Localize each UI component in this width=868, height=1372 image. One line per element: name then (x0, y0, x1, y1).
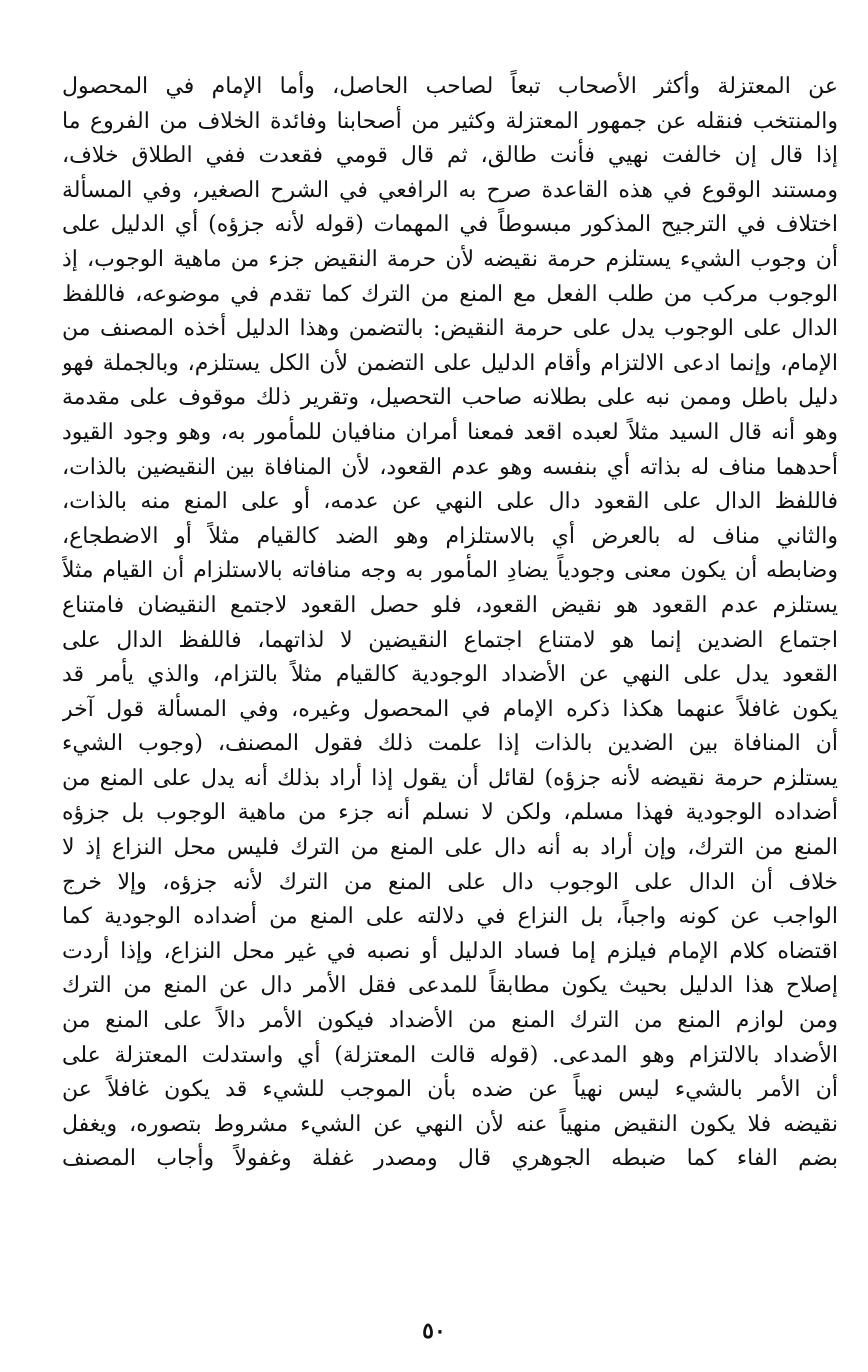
text-line: يستلزم عدم القعود هو نقيض القعود، فلو حصل القعود لاجتمع النقيضان فامتناع (62, 592, 838, 618)
text-line: والثاني مناف له بالعرض أي بالاستلزام وهو الضد كالقيام مثلاً أو الاضطجاع، (62, 523, 838, 549)
text-line: الإمام، وإنما ادعى الالتزام وأقام الدليل على التضمن لأن الكل يستلزم، وبالجملة فهو (62, 350, 838, 376)
text-line: خلاف أن الدال على الوجوب دال على المنع من الترك لأنه جزؤه، وإلا خرج (62, 869, 838, 895)
text-line: فاللفظ الدال على القعود دال على النهي عن عدمه، أو على المنع منه بالذات، (62, 489, 838, 515)
text-line: أن المنافاة بين الضدين بالذات إذا علمت ذلك فقول المصنف، (وجوب الشيء (62, 731, 838, 757)
text-line: بضم الفاء كما ضبطه الجوهري قال ومصدر غفلة وغفولاً وأجاب المصنف (62, 1146, 838, 1172)
text-line: يكون غافلاً عنهما هكذا ذكره الإمام في المحصول وغيره، وفي المسألة قول آخر (62, 696, 838, 722)
text-line: عن المعتزلة وأكثر الأصحاب تبعاً لصاحب الحاصل، وأما الإمام في المحصول (62, 74, 838, 99)
text-line: ومستند الوقوع في هذه القاعدة صرح به الرافعي في الشرح الصغير، وفي المسألة (62, 177, 838, 203)
text-line: أن الأمر بالشيء ليس نهياً عن ضده بأن الموجب للشيء قد يكون غافلاً عن (62, 1077, 838, 1103)
page-number: ٥٠ (422, 1318, 446, 1344)
text-line: اختلاف في الترجيح المذكور مبسوطاً في المهمات (قوله لأنه جزؤه) أي الدليل على (62, 212, 838, 238)
text-line: وضابطه أن يكون معنى وجودياً يضادِ المأمور به وجه منافاته بالاستلزام أن القيام مثلاً (62, 558, 838, 584)
text-line: نقيضه فلا يكون النقيض منهياً عنه لأن النهي عن الشيء مشروط بتصوره، ويغفل (62, 1111, 838, 1137)
text-line: يستلزم حرمة نقيضه لأنه جزؤه) لقائل أن يقول إذا أراد بذلك أنه يدل على المنع من (62, 765, 838, 791)
text-line: والمنتخب فنقله عن جمهور المعتزلة وكثير من أصحابنا وفائدة الخلاف من الفروع ما (62, 108, 838, 134)
text-line: اجتماع الضدين إنما هو لامتناع اجتماع النقيضين لا لذاتهما، فاللفظ الدال على (62, 627, 838, 653)
text-line: إصلاح هذا الدليل بحيث يكون مطابقاً للمدعى فقل الأمر دال عن المنع من الترك (62, 973, 838, 999)
body-text (62, 70, 838, 1177)
text-line: الدال على الوجوب يدل على حرمة النقيض: بالتضمن وهذا الدليل أخذه المصنف من (62, 316, 838, 342)
text-line: الواجب عن كونه واجباً، بل النزاع في دلالته على المنع من أضداده الوجودية كما (62, 904, 838, 930)
text-line: أحدهما مناف له بذاته أي بنفسه وهو عدم القعود، لأن المنافاة بين النقيضين بالذات، (62, 454, 838, 480)
text-line: اقتضاه كلام الإمام فيلزم إما فساد الدليل أو نصبه في غير محل النزاع، وإذا أردت (62, 938, 838, 964)
text-line: الأضداد بالالتزام وهو المدعى. (قوله قالت المعتزلة) أي واستدلت المعتزلة على (62, 1042, 838, 1068)
text-line: أضداده الوجودية فهذا مسلم، ولكن لا نسلم أنه جزء من ماهية الوجوب بل جزؤه (62, 800, 838, 826)
text-line: أن وجوب الشيء يستلزم حرمة نقيضه لأن حرمة النقيض جزء من ماهية الوجوب، إذ (62, 246, 838, 272)
text-line: الوجوب مركب من طلب الفعل مع المنع من الترك كما تقدم في موضوعه، فاللفظ (62, 281, 838, 307)
text-line: المنع من الترك، وإن أراد به أنه دال على المنع من الترك فليس محل النزاع إذ لا (62, 835, 838, 861)
text-line: ومن لوازم المنع من الترك المنع من الأضداد فيكون الأمر دالاً على المنع من (62, 1008, 838, 1034)
text-line: دليل باطل وممن نبه على بطلانه صاحب التحصيل، وتقرير ذلك موقوف على مقدمة (62, 385, 838, 411)
text-line: وهو أنه قال السيد مثلاً لعبده اقعد فمعنا أمران منافيان للمأمور به، وهو وجود القيود (62, 419, 838, 445)
text-line: القعود يدل على النهي عن الأضداد الوجودية كالقيام مثلاً بالتزام، والذي يأمر قد (62, 662, 838, 688)
text-line: إذا قال إن خالفت نهيي فأنت طالق، ثم قال قومي فقعدت ففي الطلاق خلاف، (62, 143, 838, 169)
